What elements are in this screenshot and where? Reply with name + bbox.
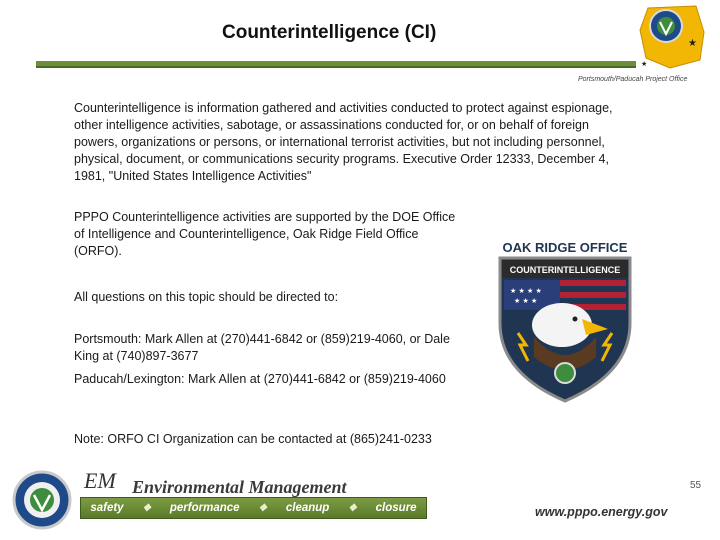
website-url[interactable]: www.pppo.energy.gov xyxy=(535,505,668,519)
ci-definition-paragraph: Counterintelligence is information gathered and activities conducted to protect against espionage, other intelligence activities, sabotage, or assassinations conducted for, or on behalf of foreign powers, organizations or persons, or international terrorist activities, but not including personnel, physical, document, or communications security programs. Executive Order 12333, December 4, 1981, "United States Intelligence Activities" xyxy=(74,101,613,183)
tagline-separator: ❖ xyxy=(258,502,268,514)
questions-intro: All questions on this topic should be directed to: xyxy=(74,290,339,304)
page-number: 55 xyxy=(690,480,702,491)
orfo-note: Note: ORFO CI Organization can be contacted at (865)241-0233 xyxy=(74,432,432,446)
portsmouth-contact: Portsmouth: Mark Allen at (270)441-6842 or (859)219-4060, or Dale King at (740)897-3677 xyxy=(74,332,450,363)
svg-text:★ ★ ★ ★: ★ ★ ★ ★ xyxy=(510,287,542,295)
title-underline xyxy=(36,61,636,68)
paducah-contact: Paducah/Lexington: Mark Allen at (270)441-6842 or (859)219-4060 xyxy=(74,372,446,386)
tagline-cleanup: cleanup xyxy=(285,502,330,514)
doe-ohio-map-logo xyxy=(630,2,710,72)
tagline-safety: safety xyxy=(90,502,124,514)
oak-ridge-ci-badge xyxy=(490,233,640,403)
tagline-bar xyxy=(80,497,427,519)
tagline-separator: ❖ xyxy=(348,502,357,514)
ppppo-support-paragraph: PPPO Counterintelligence activities are supported by the DOE Office of Intelligence and Counterintelligence, Oak Ridge Field Office (ORFO). xyxy=(74,210,456,258)
svg-text:★: ★ xyxy=(688,38,697,49)
doe-seal-icon xyxy=(12,470,72,530)
tagline-separator: ❖ xyxy=(142,502,152,514)
svg-text:★ ★ ★: ★ ★ ★ xyxy=(514,297,538,305)
office-tag: Portsmouth/Paducah Project Office xyxy=(578,76,688,83)
program-name: Environmental Management xyxy=(132,477,347,497)
svg-text:★: ★ xyxy=(641,60,648,68)
badge-banner-text: COUNTERINTELLIGENCE xyxy=(509,265,621,275)
slide-title: Counterintelligence (CI) xyxy=(222,22,437,43)
tagline-performance: performance xyxy=(169,502,240,514)
em-mark: EM xyxy=(84,468,116,493)
tagline-closure: closure xyxy=(375,502,417,514)
badge-top-text: OAK RIDGE OFFICE xyxy=(502,240,628,255)
